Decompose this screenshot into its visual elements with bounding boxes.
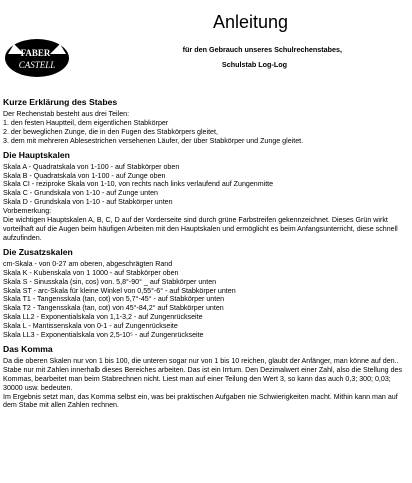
- svg-text:CASTELL: CASTELL: [18, 60, 56, 70]
- text-line: Skala K - Kubenskala von 1 1000 - auf Stabkörper oben: [3, 268, 179, 277]
- document-body: [3, 93, 409, 410]
- text-line: Skala LL3 - Exponentialskala von 2,5-10⁵ - auf Zungenrückseite: [3, 331, 204, 340]
- text-line: Skala A - Quadratskala von 1-100 - auf Stabkörper oben: [3, 162, 180, 171]
- text-line: Skala ST - arc-Skala für kleine Winkel von 0,55°-6° - auf Stabkörper unten: [3, 286, 236, 295]
- text-line: 3. dem mit mehreren Ablesestrichen versehenen Läufer, der über Stabkörper und Zunge gleitet.: [3, 136, 304, 145]
- text-line: Skala L - Mantissenskala von 0-1 - auf Zungenrückseite: [3, 322, 178, 331]
- paragraph-komma-2: Im Ergebnis setzt man, das Komma selbst ein, was bei praktischen Aufgaben nie Schwierigkeiten macht. Mithin kann man auf dem Stabe mit allen Zahlen rechnen.: [3, 392, 398, 410]
- text-line: Skala T1 - Tangensskala (tan, cot) von 5,7°-45° - auf Stabkörper unten: [3, 295, 225, 304]
- text-line: Skala S - Sinusskala (sin, cos) von. 5,8°-90° _ auf Stabkörper unten: [3, 277, 217, 286]
- text-line: Skala LL2 - Exponentialskala von 1,1-3,2 - auf Zungenrückseite: [3, 313, 203, 322]
- section-heading-komma: Das Komma: [3, 343, 53, 354]
- paragraph-vorbemerkung: Die wichtigen Hauptskalen A, B, C, D auf der Vorderseite sind durch grüne Farbstreifen gekennzeichnet. Dieses Grün wirkt vorteilhaft auf die Augen beim häufigen Arbeiten mit den Hauptskalen und ermöglicht es beim Anfangsunterricht, diese schnell aufzufinden.: [3, 216, 398, 242]
- subtitle-line-2: Schulstab Log-Log: [221, 60, 287, 69]
- text-line: cm-Skala - von 0-27 am oberen, abgeschrägten Rand: [3, 259, 173, 268]
- text-line: Vorbemerkung:: [3, 207, 52, 216]
- text-line: Der Rechenstab besteht aus drei Teilen:: [3, 110, 130, 118]
- subtitle-line-1: für den Gebrauch unseres Schulrechenstabes,: [182, 45, 342, 54]
- section-heading-zusatzskalen: Die Zusatzskalen: [3, 246, 73, 257]
- text-line: Skala CI - reziproke Skala von 1-10, von rechts nach links verlaufend auf Zungenmitte: [3, 180, 274, 189]
- section-heading-erklaerung: Kurze Erklärung des Stabes: [3, 97, 118, 107]
- text-line: Skala T2 - Tangensskala (tan, cot) von 45°-84,2° auf Stabkörper unten: [3, 304, 224, 313]
- text-line: Skala C - Grundskala von 1-10 - auf Zunge unten: [3, 189, 158, 198]
- text-line: Skala D - Grundskala von 1-10 - auf Stabkörper unten: [3, 198, 173, 207]
- text-line: 2. der beweglichen Zunge, die in den Fugen des Stabkörpers gleitet,: [3, 127, 218, 136]
- page-title: Anleitung: [212, 12, 288, 32]
- paragraph-komma: Da die oberen Skalen nur von 1 bis 100, die unteren sogar nur von 1 bis 10 reichen, glaubt der Anfänger, man könne auf den.. Stabe nur mit Zahlen innerhalb dieses Bereiches arbeiten. Das ist ein Irrtum. Den Dezimalwert einer Zahl, also die Stellung des Kommas, bearbeitet man beim Stabrechnen nicht. Liest man auf einer Teilung den Wert 3, so kann das auch 0,3; 300; 0,03; 30000 usw. bedeuten.: [3, 356, 403, 392]
- svg-text:FABER-: FABER-: [20, 48, 54, 58]
- section-heading-hauptskalen: Die Hauptskalen: [3, 149, 70, 160]
- text-line: Skala B - Quadratskala von 1-100 - auf Zunge oben: [3, 171, 166, 180]
- text-line: 1. den festen Hauptteil, dem eigentlichen Stabkörper: [3, 118, 169, 127]
- faber-castell-logo: [4, 38, 70, 78]
